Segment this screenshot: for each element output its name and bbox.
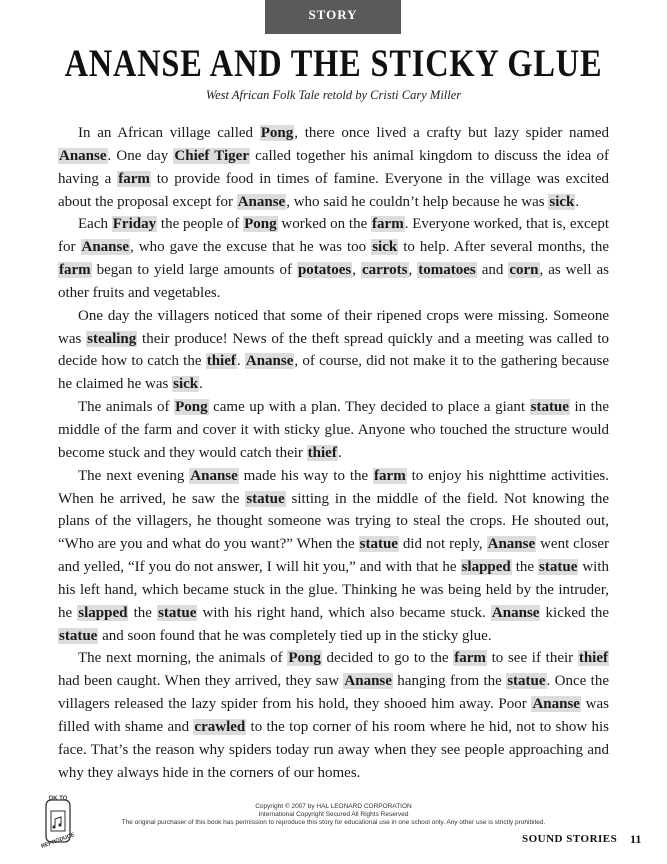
- highlighted-word: Ananse: [190, 467, 238, 484]
- highlighted-word: sick: [173, 376, 199, 393]
- highlighted-word: statue: [158, 604, 197, 621]
- copyright-line: Copyright © 2007 by HAL LEONARD CORPORATION: [255, 803, 412, 810]
- highlighted-word: farm: [454, 650, 486, 667]
- story-paragraph: [58, 122, 609, 213]
- story-text: .: [236, 353, 245, 370]
- highlighted-word: thief: [206, 353, 236, 370]
- highlighted-word: Ananse: [532, 696, 580, 713]
- highlighted-word: Friday: [112, 216, 157, 233]
- story-text: ,: [352, 262, 361, 279]
- highlighted-word: sick: [549, 193, 575, 210]
- highlighted-word: corn: [509, 262, 539, 279]
- story-text: , of course, did not make it to the gathering because he claimed he was: [58, 353, 610, 393]
- highlighted-word: Ananse: [491, 604, 540, 621]
- highlighted-word: Pong: [175, 399, 208, 416]
- story-text: In an African village called: [78, 125, 260, 141]
- story-title: ANANSE AND THE STICKY GLUE: [64, 42, 603, 85]
- story-text: with his left hand, which became stuck in the glue. Thinking he was being held by the intruder, he: [58, 559, 609, 621]
- story-text: . Everyone worked, that is, except for: [58, 216, 609, 256]
- story-text: came up with a plan. They decided to place a giant: [208, 399, 530, 416]
- highlighted-word: statue: [59, 627, 98, 644]
- highlighted-word: slapped: [78, 604, 128, 621]
- highlighted-word: Ananse: [59, 147, 107, 164]
- story-text: , as well as other fruits and vegetables.: [58, 262, 609, 301]
- story-text: made his way to the: [238, 467, 374, 484]
- story-text: One day the villagers noticed that some of their ripened crops were missing. Someone was: [58, 307, 609, 347]
- highlighted-word: statue: [507, 673, 546, 690]
- ok-to-label: OK TO: [48, 796, 68, 802]
- highlighted-word: sick: [372, 239, 398, 256]
- highlighted-word: potatoes: [297, 262, 352, 279]
- story-text: to enjoy his nighttime activities. When he arrived, he saw the: [58, 467, 609, 507]
- highlighted-word: farm: [372, 216, 404, 233]
- story-text: sitting in the middle of the field. Not knowing the plans of the villagers, he thought someone was trying to steal the crops. He shouted out, “Who are you and what do you want?” When the: [58, 490, 610, 553]
- highlighted-word: Pong: [260, 125, 294, 141]
- page-number: 11: [630, 832, 642, 846]
- highlighted-word: farm: [59, 262, 91, 279]
- story-text: decided to go to the: [321, 650, 454, 667]
- highlighted-word: Ananse: [81, 239, 130, 256]
- story-body: [58, 122, 609, 784]
- highlighted-word: tomatoes: [418, 262, 476, 279]
- story-text: .: [337, 444, 342, 461]
- story-text: their produce! News of the theft spread quickly and a meeting was called to decide how to catch the: [58, 330, 609, 370]
- highlighted-word: statue: [530, 399, 569, 416]
- story-text: kicked the: [540, 604, 609, 621]
- copyright-line: The original purchaser of this book has permission to reproduce this story for educational use in one school only. Any other use is strictly prohibited.: [121, 819, 546, 826]
- story-text: began to yield large amounts of: [91, 262, 297, 279]
- highlighted-word: farm: [118, 170, 150, 187]
- highlighted-word: statue: [246, 490, 285, 507]
- story-subtitle: West African Folk Tale retold by Cristi Cary Miller: [205, 88, 462, 102]
- story-text: and soon found that he was completely tied up in the sticky glue.: [98, 627, 492, 644]
- highlighted-word: Ananse: [245, 353, 294, 370]
- story-text: to see if their: [486, 650, 578, 667]
- copyright-line: International Copyright Secured All Rights Reserved: [258, 811, 409, 818]
- highlighted-word: farm: [374, 467, 406, 484]
- story-text: called together his animal kingdom to discuss the idea of having a: [58, 147, 609, 187]
- highlighted-word: Pong: [244, 216, 277, 233]
- reproduce-label: REPRODUCE: [40, 832, 76, 850]
- highlighted-word: thief: [307, 444, 337, 461]
- highlighted-word: Ananse: [487, 536, 536, 553]
- story-text: the people of: [157, 216, 244, 233]
- story-text: and: [476, 262, 509, 279]
- highlighted-word: Pong: [288, 650, 321, 667]
- highlighted-word: slapped: [461, 559, 511, 576]
- story-text: The animals of: [78, 399, 175, 416]
- highlighted-word: Ananse: [344, 673, 392, 690]
- story-paragraph: [58, 396, 609, 465]
- copyright-notice: [0, 803, 667, 827]
- story-text: with his right hand, which also became stuck.: [197, 604, 491, 621]
- section-tab: STORY: [265, 0, 401, 34]
- story-text: The next evening: [78, 467, 190, 484]
- story-text: had been caught. When they arrived, they saw: [58, 673, 344, 690]
- highlighted-word: statue: [539, 559, 578, 576]
- story-paragraph: [58, 305, 609, 396]
- story-paragraph: [58, 465, 609, 648]
- story-paragraph: [58, 647, 609, 784]
- highlighted-word: Chief Tiger: [174, 147, 249, 164]
- story-text: in the middle of the farm and cover it with sticky glue. Anyone who touched the structure would become stuck and they would catch their: [58, 399, 609, 461]
- story-text: to provide food in times of famine. Everyone in the village was excited about the proposal except for: [58, 170, 609, 210]
- story-paragraph: [58, 213, 609, 304]
- story-text: went closer and yelled, “If you do not answer, I will hit you,” and with that he: [58, 536, 609, 576]
- story-text: to the top corner of his room where he hid, not to show his face. That’s the reason why spiders today run away when they see people approaching and why they always hide in the corners of our homes.: [58, 718, 609, 781]
- story-text: worked on the: [277, 216, 372, 233]
- story-text: the: [511, 559, 539, 576]
- story-text: . Once the villagers released the lazy spider from his hold, they shooed him away. Poor: [58, 673, 610, 713]
- highlighted-word: carrots: [361, 262, 408, 279]
- highlighted-word: thief: [578, 650, 608, 667]
- story-text: .: [199, 376, 203, 393]
- story-text: , who said he couldn’t help because he was: [286, 193, 549, 210]
- story-text: ,: [408, 262, 418, 279]
- highlighted-word: stealing: [87, 330, 137, 347]
- story-text: . One day: [107, 147, 174, 164]
- story-text: hanging from the: [392, 673, 507, 690]
- highlighted-word: Ananse: [237, 193, 286, 210]
- story-text: , there once lived a crafty but lazy spider named: [294, 125, 609, 141]
- book-title: SOUND STORIES: [522, 833, 618, 845]
- story-text: , who gave the excuse that he was too: [130, 239, 372, 256]
- highlighted-word: statue: [359, 536, 398, 553]
- story-text: was filled with shame and: [58, 696, 610, 735]
- story-text: .: [575, 193, 580, 210]
- story-text: Each: [78, 216, 112, 233]
- story-text: to help. After several months, the: [398, 239, 609, 256]
- story-text: The next morning, the animals of: [78, 650, 288, 667]
- highlighted-word: crawled: [194, 718, 246, 735]
- story-text: did not reply,: [398, 536, 487, 553]
- story-text: the: [128, 604, 158, 621]
